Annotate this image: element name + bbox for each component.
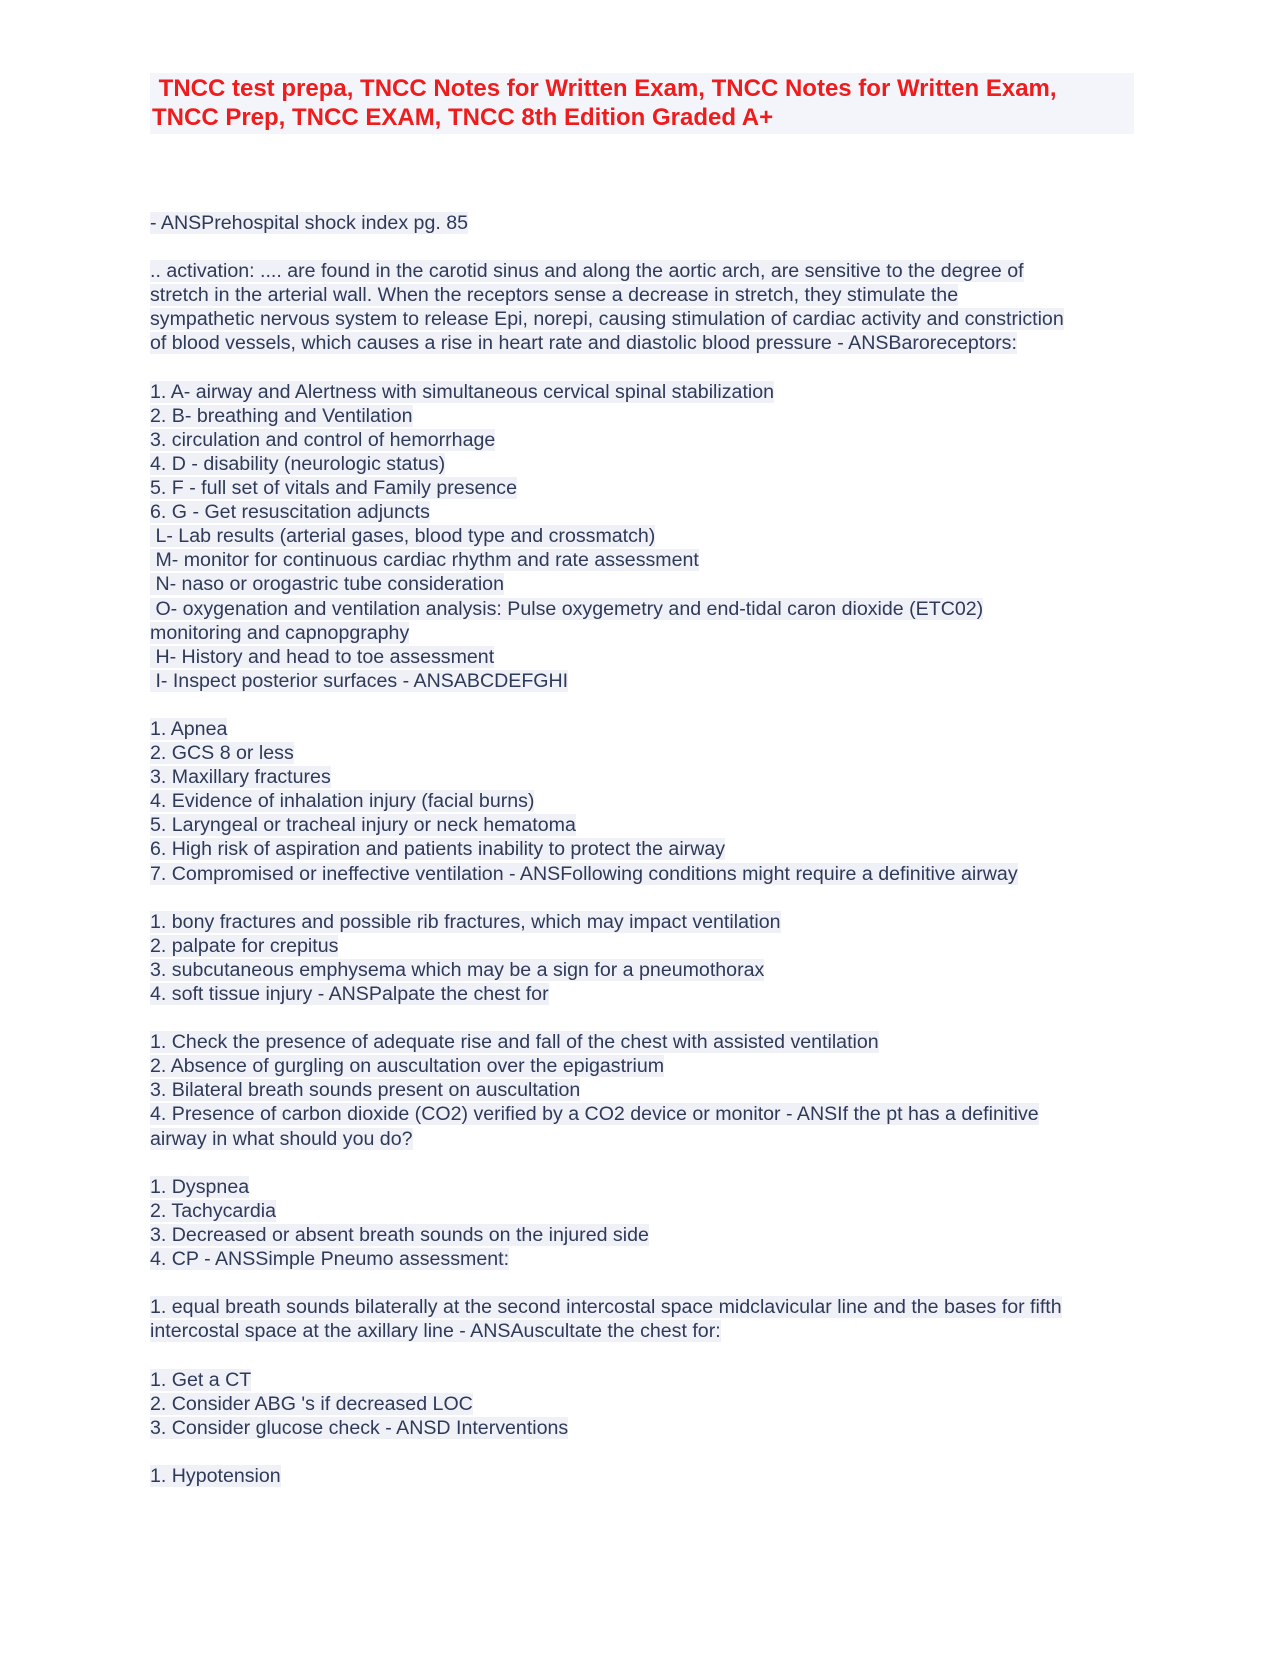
paragraph-gap [150,1343,1140,1367]
line-text: 2. GCS 8 or less [150,742,294,765]
line-text: 5. Laryngeal or tracheal injury or neck hematoma [150,814,576,837]
paragraph-gap [150,1006,1140,1030]
line-text: monitoring and capnopgraphy [150,621,410,644]
text-line [150,1464,1140,1488]
text-line [150,669,1140,693]
title-line: TNCC Prep, TNCC EXAM, TNCC 8th Edition Graded A+ [152,104,774,131]
text-line [150,1102,1140,1126]
text-line [150,259,1140,283]
line-text: O- oxygenation and ventilation analysis: Pulse oxygemetry and end-tidal caron dioxide (ETC02) [150,597,984,620]
text-line [150,331,1140,355]
paragraph-gap [150,1271,1140,1295]
text-line [150,1175,1140,1199]
paragraph-gap [150,886,1140,910]
line-text: 4. D - disability (neurologic status) [150,452,446,475]
text-line [150,548,1140,572]
text-line [150,1392,1140,1416]
paragraph-gap [150,1151,1140,1175]
line-text: 2. Tachycardia [150,1199,276,1222]
paragraph [150,380,1140,693]
text-line [150,1247,1140,1271]
paragraph [150,259,1140,355]
line-text: 3. circulation and control of hemorrhage [150,428,496,451]
text-line [150,476,1140,500]
text-line [150,283,1140,307]
text-line [150,597,1140,621]
line-text: 1. Dyspnea [150,1175,250,1198]
document-body [150,211,1140,1488]
text-line [150,211,1140,235]
text-line [150,717,1140,741]
text-line [150,572,1140,596]
text-line [150,1319,1140,1343]
paragraph-gap [150,356,1140,380]
line-text: 3. Bilateral breath sounds present on auscultation [150,1079,581,1102]
line-text: .. activation: .... are found in the carotid sinus and along the aortic arch, are sensitive to the degree of [150,260,1024,283]
text-line [150,862,1140,886]
line-text: 2. B- breathing and Ventilation [150,404,413,427]
line-text: - ANSPrehospital shock index pg. 85 [150,212,469,234]
line-text: 3. subcutaneous emphysema which may be a sign for a pneumothorax [150,958,765,981]
text-line [150,404,1140,428]
line-text: 4. Presence of carbon dioxide (CO2) verified by a CO2 device or monitor - ANSIf the pt has a definitive [150,1103,1039,1126]
text-line [150,1368,1140,1392]
text-line [150,1295,1140,1319]
text-line [150,910,1140,934]
paragraph [150,1368,1140,1440]
paragraph-gap [150,1440,1140,1464]
text-line [150,1054,1140,1078]
text-line [150,1223,1140,1247]
line-text: 7. Compromised or ineffective ventilation - ANSFollowing conditions might require a definitive airway [150,862,1018,885]
text-line [150,524,1140,548]
text-line [150,789,1140,813]
text-line [150,934,1140,958]
text-line [150,645,1140,669]
text-line [150,1127,1140,1151]
paragraph [150,1175,1140,1271]
line-text: 6. High risk of aspiration and patients inability to protect the airway [150,838,726,861]
line-text: 1. Apnea [150,717,228,740]
text-line [150,307,1140,331]
text-line [150,837,1140,861]
line-text: airway in what should you do? [150,1127,413,1150]
text-line [150,380,1140,404]
line-text: 1. A- airway and Alertness with simultaneous cervical spinal stabilization [150,380,775,403]
line-text: 2. palpate for crepitus [150,934,339,957]
line-text: 3. Decreased or absent breath sounds on the injured side [150,1223,649,1246]
text-line [150,1199,1140,1223]
text-line [150,741,1140,765]
text-line [150,1030,1140,1054]
line-text: I- Inspect posterior surfaces - ANSABCDEFGHI [150,669,569,692]
text-line [150,1078,1140,1102]
line-text: 5. F - full set of vitals and Family presence [150,477,517,500]
line-text: 6. G - Get resuscitation adjuncts [150,501,430,524]
text-line [150,621,1140,645]
line-text: stretch in the arterial wall. When the receptors sense a decrease in stretch, they stimulate the [150,284,959,307]
line-text: N- naso or orogastric tube consideration [150,573,504,596]
text-line [150,428,1140,452]
line-text: 1. bony fractures and possible rib fractures, which may impact ventilation [150,910,781,933]
line-text: of blood vessels, which causes a rise in heart rate and diastolic blood pressure - ANSBaroreceptors: [150,332,1017,355]
paragraph [150,1030,1140,1150]
text-line [150,982,1140,1006]
line-text: 1. equal breath sounds bilaterally at the second intercostal space midclavicular line and the bases for fifth [150,1296,1062,1319]
line-text: 3. Maxillary fractures [150,766,331,789]
line-text: 1. Hypotension [150,1464,281,1487]
text-line [150,1416,1140,1440]
title-line: TNCC test prepa, TNCC Notes for Written Exam, TNCC Notes for Written Exam, [152,75,1057,102]
paragraph [150,1295,1140,1343]
paragraph [150,910,1140,1006]
line-text: sympathetic nervous system to release Epi, norepi, causing stimulation of cardiac activity and constriction [150,308,1064,331]
paragraph [150,211,1140,235]
line-text: 3. Consider glucose check - ANSD Interventions [150,1416,569,1439]
line-text: 4. soft tissue injury - ANSPalpate the chest for [150,983,549,1005]
line-text: 1. Get a CT [150,1368,252,1391]
paragraph [150,717,1140,886]
line-text: 2. Consider ABG 's if decreased LOC [150,1392,473,1415]
line-text: intercostal space at the axillary line - ANSAuscultate the chest for: [150,1320,721,1343]
text-line [150,958,1140,982]
line-text: 4. CP - ANSSimple Pneumo assessment: [150,1248,510,1271]
text-line [150,765,1140,789]
line-text: 2. Absence of gurgling on auscultation over the epigastrium [150,1055,665,1078]
text-line [150,813,1140,837]
line-text: M- monitor for continuous cardiac rhythm and rate assessment [150,549,699,572]
line-text: 4. Evidence of inhalation injury (facial burns) [150,790,535,813]
line-text: H- History and head to toe assessment [150,645,495,668]
text-line [150,500,1140,524]
line-text: L- Lab results (arterial gases, blood type and crossmatch) [150,525,656,548]
text-line [150,452,1140,476]
paragraph-gap [150,693,1140,717]
document-title [150,73,1134,134]
line-text: 1. Check the presence of adequate rise and fall of the chest with assisted ventilation [150,1031,879,1054]
paragraph [150,1464,1140,1488]
paragraph-gap [150,235,1140,259]
